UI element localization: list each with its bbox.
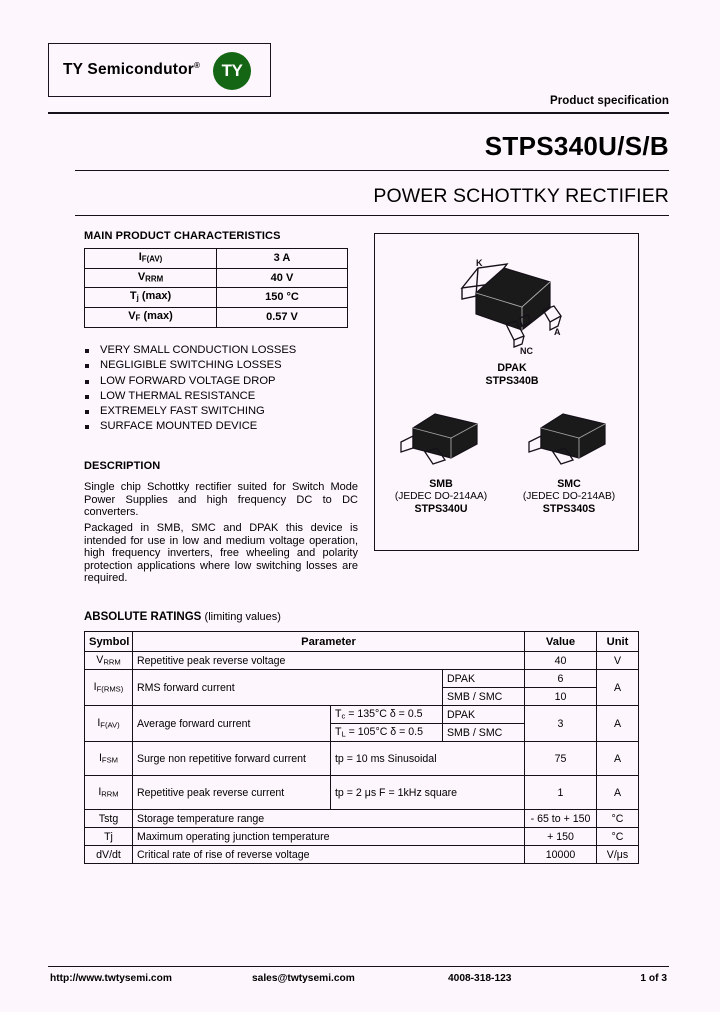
list-item: NEGLIGIBLE SWITCHING LOSSES: [84, 358, 364, 373]
absolute-ratings-note: (limiting values): [204, 611, 281, 623]
footer-page-number: 1 of 3: [640, 973, 667, 984]
symbol-main: I: [98, 752, 102, 765]
rating-value: 40: [525, 652, 597, 670]
smb-svg: [393, 408, 489, 468]
symbol-subscript: FSM: [101, 755, 119, 765]
symbol-main: V: [96, 654, 104, 667]
column-header-parameter: Parameter: [133, 632, 525, 652]
smc-part: STPS340S: [542, 503, 596, 515]
symbol-main: I: [93, 681, 97, 694]
rating-unit: A: [597, 670, 639, 706]
symbol-subscript: F(RMS): [96, 684, 124, 694]
smc-caption: [489, 478, 649, 516]
rating-value: 1: [525, 776, 597, 810]
symbol-main: V: [128, 310, 136, 323]
column-header-value: Value: [525, 632, 597, 652]
main-characteristics-table: [84, 248, 348, 328]
description-paragraph-1: Single chip Schottky rectifier suited for Switch Mode Power Supplies and high frequency DC to DC converters.: [84, 481, 358, 519]
smb-jedec: (JEDEC DO-214AA): [394, 490, 488, 502]
condition-prefix: T: [334, 726, 342, 739]
absolute-ratings-title: ABSOLUTE RATINGS: [84, 611, 202, 623]
description-paragraph-2: Packaged in SMB, SMC and DPAK this device is intended for use in low and medium voltage operation, high frequency inverters, free wheeling and polarity protection applications where low switching losses are required.: [84, 522, 358, 585]
rating-value: 75: [525, 742, 597, 776]
rating-package: DPAK: [442, 670, 524, 688]
logo-wordmark: [63, 61, 200, 79]
symbol-subscript: F(AV): [141, 254, 163, 264]
table-row: [85, 846, 639, 864]
smb-name: SMB: [429, 478, 453, 490]
dpak-package-image: [450, 252, 570, 362]
page-title: STPS340U/S/B: [484, 131, 669, 161]
list-item: EXTREMELY FAST SWITCHING: [84, 404, 364, 419]
rating-parameter: Critical rate of rise of reverse voltage: [133, 846, 525, 864]
table-row: [85, 810, 639, 828]
absolute-ratings-heading: [84, 611, 281, 623]
rating-symbol: Tj: [85, 828, 133, 846]
symbol-main: I: [138, 251, 142, 263]
table-header-row: [85, 632, 639, 652]
table-row: [85, 308, 348, 328]
rating-parameter: Maximum operating junction temperature: [133, 828, 525, 846]
absolute-ratings-table: [84, 631, 639, 864]
rating-value: 10: [525, 688, 597, 706]
dpak-svg: [450, 252, 570, 362]
rating-value: 6: [525, 670, 597, 688]
table-row: [85, 288, 348, 308]
header-rule-top: [48, 112, 669, 114]
symbol-tail: (max): [140, 310, 173, 323]
smc-name: SMC: [557, 478, 581, 490]
main-characteristics-heading: MAIN PRODUCT CHARACTERISTICS: [84, 230, 281, 242]
rating-package: SMB / SMC: [442, 688, 524, 706]
condition-subscript: L: [341, 729, 346, 739]
symbol-subscript: RRM: [103, 657, 121, 667]
company-logo: [48, 43, 271, 97]
rating-unit: °C: [597, 810, 639, 828]
rating-unit: A: [597, 742, 639, 776]
symbol-main: I: [98, 786, 102, 799]
smc-jedec: (JEDEC DO-214AB): [522, 490, 616, 502]
table-row: [85, 776, 639, 810]
rating-symbol: [85, 776, 133, 810]
features-list: [84, 343, 364, 435]
column-header-unit: Unit: [597, 632, 639, 652]
symbol-tail: (max): [138, 290, 172, 303]
rating-condition: tp = 2 μs F = 1kHz square: [330, 776, 524, 810]
table-row: [85, 828, 639, 846]
rating-value: 3: [525, 706, 597, 742]
symbol-subscript: RRM: [101, 789, 119, 799]
condition-subscript: c: [341, 711, 346, 721]
symbol-main: T: [129, 290, 137, 303]
subtitle-rule: [75, 215, 669, 216]
characteristic-value: 0.57 V: [217, 308, 348, 328]
logo-mark-initials: TY: [221, 61, 243, 80]
symbol-subscript: F: [135, 313, 141, 323]
footer-rule: [48, 966, 669, 967]
rating-parameter: Surge non repetitive forward current: [133, 742, 331, 776]
dpak-part: STPS340B: [485, 374, 539, 387]
condition-rest: = 105°C δ = 0.5: [345, 726, 423, 739]
condition-prefix: T: [334, 708, 342, 721]
rating-condition: [330, 724, 442, 742]
registered-trademark-icon: ®: [194, 60, 201, 70]
dpak-name: DPAK: [497, 362, 527, 374]
rating-value: + 150: [525, 828, 597, 846]
symbol-subscript: j: [136, 294, 139, 304]
rating-symbol: [85, 670, 133, 706]
rating-parameter: Storage temperature range: [133, 810, 525, 828]
rating-symbol: [85, 652, 133, 670]
rating-unit: A: [597, 706, 639, 742]
footer-phone: 4008-318-123: [448, 973, 512, 984]
footer-email-link[interactable]: sales@twtysemi.com: [252, 973, 355, 984]
rating-unit: V: [597, 652, 639, 670]
characteristic-symbol: [85, 288, 217, 308]
page-subtitle: POWER SCHOTTKY RECTIFIER: [373, 185, 669, 207]
rating-package: DPAK: [442, 706, 524, 724]
characteristic-value: 150 °C: [217, 288, 348, 308]
rating-parameter: RMS forward current: [133, 670, 443, 706]
description-heading: DESCRIPTION: [84, 460, 161, 472]
list-item: LOW FORWARD VOLTAGE DROP: [84, 374, 364, 389]
rating-unit: A: [597, 776, 639, 810]
smc-svg: [521, 408, 617, 468]
symbol-main: V: [137, 270, 146, 283]
characteristic-value: 3 A: [217, 249, 348, 269]
smc-package-image: [521, 408, 617, 468]
rating-unit: °C: [597, 828, 639, 846]
rating-symbol: dV/dt: [85, 846, 133, 864]
rating-parameter: Repetitive peak reverse voltage: [133, 652, 525, 670]
footer-website-link[interactable]: http://www.twtysemi.com: [50, 973, 172, 984]
rating-condition: tp = 10 ms Sinusoidal: [330, 742, 524, 776]
rating-condition: [330, 706, 442, 724]
symbol-subscript: F(AV): [100, 720, 120, 730]
list-item: SURFACE MOUNTED DEVICE: [84, 419, 364, 434]
rating-symbol: [85, 742, 133, 776]
title-rule: [75, 170, 669, 171]
table-row: [85, 670, 639, 688]
rating-parameter: Average forward current: [133, 706, 331, 742]
list-item: LOW THERMAL RESISTANCE: [84, 389, 364, 404]
rating-value: - 65 to + 150: [525, 810, 597, 828]
rating-unit: V/μs: [597, 846, 639, 864]
rating-symbol: [85, 706, 133, 742]
characteristic-symbol: [85, 249, 217, 269]
symbol-main: I: [97, 717, 101, 730]
characteristic-symbol: [85, 308, 217, 328]
pin-label-nc: NC: [520, 346, 533, 356]
rating-symbol: Tstg: [85, 810, 133, 828]
characteristic-symbol: [85, 268, 217, 288]
smb-package-image: [393, 408, 489, 468]
table-row: [85, 268, 348, 288]
condition-rest: = 135°C δ = 0.5: [345, 708, 423, 721]
dpak-caption: [432, 362, 592, 387]
rating-parameter: Repetitive peak reverse current: [133, 776, 331, 810]
table-row: [85, 652, 639, 670]
table-row: [85, 706, 639, 724]
table-row: [85, 249, 348, 269]
pin-label-a: A: [554, 327, 561, 337]
characteristic-value: 40 V: [217, 268, 348, 288]
table-row: [85, 742, 639, 776]
rating-package: SMB / SMC: [442, 724, 524, 742]
smb-part: STPS340U: [414, 503, 468, 515]
list-item: VERY SMALL CONDUCTION LOSSES: [84, 343, 364, 358]
logo-company-name: TY Semicondutor: [63, 61, 195, 79]
symbol-subscript: RRM: [145, 274, 164, 284]
logo-circle-icon: [213, 52, 251, 90]
column-header-symbol: Symbol: [85, 632, 133, 652]
product-specification-label: Product specification: [549, 95, 669, 107]
pin-label-k: K: [476, 258, 483, 268]
rating-value: 10000: [525, 846, 597, 864]
